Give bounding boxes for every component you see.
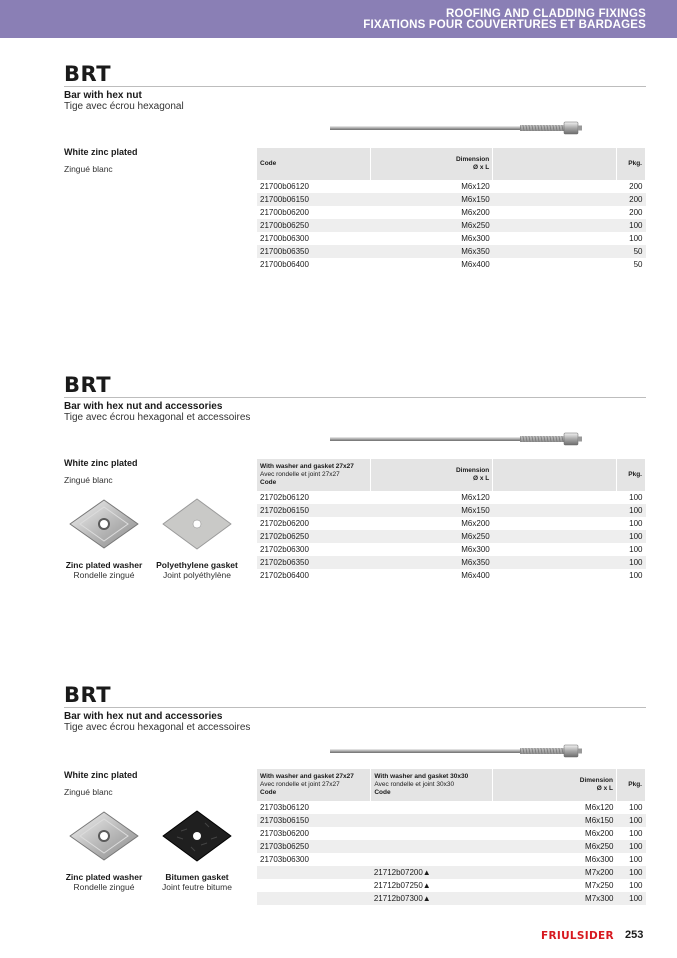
accessory-poly-gasket xyxy=(153,497,241,580)
cell-dim: M6x400 xyxy=(461,260,490,269)
cell-code-b: 21712b07200▲ xyxy=(371,866,493,879)
table-row xyxy=(257,504,646,517)
cell-pkg: 100 xyxy=(616,219,645,232)
cell-code: 21702b06250 xyxy=(257,530,371,543)
section-divider xyxy=(64,707,646,708)
finish-label-fr: Zingué blanc xyxy=(64,164,113,174)
cell-pkg: 200 xyxy=(629,182,643,191)
cell-dim: M6x300 xyxy=(585,855,614,864)
cell-code-a: 21703b06120 xyxy=(260,803,309,812)
table-row xyxy=(257,840,646,853)
table-row xyxy=(257,879,646,892)
cell-pkg: 200 xyxy=(629,208,643,217)
table-row xyxy=(257,866,646,879)
table-row xyxy=(257,258,646,271)
cell-dim: M6x250 xyxy=(371,219,493,232)
cell-dim: M6x350 xyxy=(371,556,493,569)
cell-dim: M6x120 xyxy=(461,182,490,191)
cell-pkg: 100 xyxy=(617,866,646,879)
table-row xyxy=(257,245,646,258)
cell-pkg: 100 xyxy=(629,855,643,864)
table-row xyxy=(257,827,646,840)
cell-dim: M6x200 xyxy=(461,208,490,217)
header-title-en: ROOFING AND CLADDING FIXINGS xyxy=(445,8,646,20)
section-subtitle-fr: Tige avec écrou hexagonal et accessoires xyxy=(64,722,251,733)
col-dimension xyxy=(493,769,617,801)
table-row xyxy=(257,556,646,569)
cell-code: 21702b06400 xyxy=(260,571,309,580)
col-dimension-label: Dimension xyxy=(455,467,490,475)
cell-dim: M6x400 xyxy=(461,571,490,580)
accessory-name-en: Bitumen gasket xyxy=(165,872,229,882)
table-row xyxy=(257,206,646,219)
section-title: BRT xyxy=(64,373,112,397)
cell-code: 21700b06300 xyxy=(260,234,309,243)
finish-label-fr: Zingué blanc xyxy=(64,787,113,797)
cell-pkg: 100 xyxy=(629,571,643,580)
cell-code-a xyxy=(257,879,371,892)
cell-pkg: 100 xyxy=(616,530,645,543)
section-subtitle-en: Bar with hex nut xyxy=(64,90,142,101)
table-row xyxy=(257,193,646,206)
cell-dim: M6x120 xyxy=(585,803,614,812)
cell-pkg: 100 xyxy=(617,840,646,853)
cell-pkg: 100 xyxy=(629,803,643,812)
cell-dim: M6x120 xyxy=(461,493,490,502)
cell-pkg: 50 xyxy=(616,245,645,258)
accessory-name-en: Polyethylene gasket xyxy=(156,560,238,570)
accessory-washer xyxy=(60,497,148,580)
col-dimension-sub: Ø x L xyxy=(596,785,613,792)
poly-gasket-icon xyxy=(161,497,233,551)
col-spacer xyxy=(493,459,617,491)
accessory-name-fr: Rondelle zingué xyxy=(73,882,135,892)
cell-code: 21702b06150 xyxy=(257,504,371,517)
cell-dim: M6x300 xyxy=(461,545,490,554)
table-row xyxy=(257,543,646,556)
col-pkg: Pkg. xyxy=(616,148,645,180)
section-subtitle-fr: Tige avec écrou hexagonal et accessoires xyxy=(64,412,251,423)
col-dimension-sub: Ø x L xyxy=(472,164,490,171)
col-dimension xyxy=(371,459,493,491)
cell-code: 21702b06300 xyxy=(260,545,309,554)
cell-code-b xyxy=(371,801,493,814)
cell-code-b xyxy=(371,853,493,866)
table-row xyxy=(257,232,646,245)
cell-dim: M7x300 xyxy=(493,892,617,905)
cell-pkg: 100 xyxy=(617,814,646,827)
table-row xyxy=(257,491,646,504)
col-dimension-sub: Ø x L xyxy=(472,475,490,482)
cell-dim: M6x250 xyxy=(493,840,617,853)
table-row xyxy=(257,219,646,232)
table-row xyxy=(257,892,646,905)
product-table xyxy=(257,148,646,271)
table-row xyxy=(257,530,646,543)
cell-dim: M6x350 xyxy=(371,245,493,258)
cell-code-b: 21712b07300▲ xyxy=(371,892,493,905)
cell-code-a: 21703b06250 xyxy=(257,840,371,853)
cell-pkg: 100 xyxy=(629,829,643,838)
washer-icon xyxy=(68,809,140,863)
col-dimension-label: Dimension xyxy=(579,777,613,785)
finish-label-en: White zinc plated xyxy=(64,770,138,780)
bitumen-gasket-icon xyxy=(161,809,233,863)
threaded-rod-icon xyxy=(330,121,582,135)
threaded-rod-icon xyxy=(330,432,582,446)
cell-dim: M6x150 xyxy=(493,814,617,827)
cell-pkg: 100 xyxy=(629,881,643,890)
table-row xyxy=(257,801,646,814)
col-code-line1: With washer and gasket 27x27 xyxy=(260,463,354,471)
col-code-a xyxy=(257,769,371,801)
page-number: 253 xyxy=(625,929,644,941)
cell-dim: M6x150 xyxy=(371,193,493,206)
col-code-b-line3: Code xyxy=(374,788,391,796)
col-code: Code xyxy=(257,148,371,180)
col-dimension xyxy=(371,148,493,180)
cell-dim: M6x300 xyxy=(461,234,490,243)
table-row xyxy=(257,569,646,582)
cell-code: 21702b06350 xyxy=(257,556,371,569)
product-table xyxy=(257,459,646,582)
cell-code: 21700b06200 xyxy=(260,208,309,217)
table-row xyxy=(257,814,646,827)
col-spacer xyxy=(493,148,617,180)
col-code-a-line2: Avec rondelle et joint 27x27 xyxy=(260,781,340,789)
cell-code-a xyxy=(257,866,371,879)
section-subtitle-en: Bar with hex nut and accessories xyxy=(64,711,223,722)
cell-dim: M6x200 xyxy=(461,519,490,528)
threaded-rod-icon xyxy=(330,744,582,758)
accessory-name-fr: Rondelle zingué xyxy=(73,570,135,580)
section-title: BRT xyxy=(64,683,112,707)
finish-label-fr: Zingué blanc xyxy=(64,475,113,485)
col-code-a-line1: With washer and gasket 27x27 xyxy=(260,773,354,781)
cell-code: 21700b06350 xyxy=(257,245,371,258)
cell-pkg: 100 xyxy=(629,545,643,554)
cell-code-b: 21712b07250▲ xyxy=(373,881,431,890)
cell-code-a: 21703b06200 xyxy=(260,829,309,838)
brand-logo: FRIULSIDER xyxy=(541,930,614,942)
cell-pkg: 50 xyxy=(633,260,643,269)
header-title-fr: FIXATIONS POUR COUVERTURES ET BARDAGES xyxy=(363,19,646,31)
col-code-b-line1: With washer and gasket 30x30 xyxy=(374,773,469,781)
cell-dim: M6x150 xyxy=(371,504,493,517)
col-pkg: Pkg. xyxy=(617,769,646,801)
product-table xyxy=(257,769,646,905)
col-dimension-label: Dimension xyxy=(455,156,490,164)
accessory-name-fr: Joint feutre bitume xyxy=(162,882,232,892)
accessory-name-en: Zinc plated washer xyxy=(65,560,143,570)
col-code-line2: Avec rondelle et joint 27x27 xyxy=(260,471,340,479)
col-code xyxy=(257,459,371,491)
table-row xyxy=(257,853,646,866)
section-title: BRT xyxy=(64,62,112,86)
accessory-washer xyxy=(60,809,148,892)
cell-dim: M6x200 xyxy=(585,829,614,838)
col-code-b xyxy=(371,769,493,801)
cell-pkg: 100 xyxy=(629,234,643,243)
section-subtitle-en: Bar with hex nut and accessories xyxy=(64,401,223,412)
cell-code-b xyxy=(371,840,493,853)
cell-pkg: 200 xyxy=(616,193,645,206)
finish-label-en: White zinc plated xyxy=(64,458,138,468)
header-band xyxy=(0,0,677,38)
cell-dim: M7x200 xyxy=(493,866,617,879)
cell-pkg: 100 xyxy=(617,892,646,905)
col-code-a-line3: Code xyxy=(260,788,277,796)
cell-code-a xyxy=(257,892,371,905)
cell-code: 21700b06150 xyxy=(257,193,371,206)
cell-code: 21700b06120 xyxy=(260,182,309,191)
cell-code-b xyxy=(371,827,493,840)
section-divider xyxy=(64,397,646,398)
cell-pkg: 100 xyxy=(616,556,645,569)
cell-dim: M6x250 xyxy=(371,530,493,543)
cell-code: 21702b06200 xyxy=(260,519,309,528)
cell-dim: M7x250 xyxy=(585,881,614,890)
cell-code: 21702b06120 xyxy=(260,493,309,502)
cell-code: 21700b06250 xyxy=(257,219,371,232)
cell-pkg: 100 xyxy=(629,493,643,502)
col-code-b-line2: Avec rondelle et joint 30x30 xyxy=(374,781,455,789)
col-code-line3: Code xyxy=(260,478,277,486)
cell-code-a: 21703b06150 xyxy=(257,814,371,827)
table-row xyxy=(257,180,646,193)
finish-label-en: White zinc plated xyxy=(64,147,138,157)
accessory-name-fr: Joint polyéthylène xyxy=(162,570,232,580)
washer-icon xyxy=(68,497,140,551)
cell-code-b xyxy=(371,814,493,827)
col-pkg: Pkg. xyxy=(616,459,645,491)
section-subtitle-fr: Tige avec écrou hexagonal xyxy=(64,101,184,112)
cell-pkg: 100 xyxy=(616,504,645,517)
table-row xyxy=(257,517,646,530)
accessory-name-en: Zinc plated washer xyxy=(65,872,143,882)
section-divider xyxy=(64,86,646,87)
cell-pkg: 100 xyxy=(629,519,643,528)
accessory-bitumen-gasket xyxy=(153,809,241,892)
cell-code: 21700b06400 xyxy=(260,260,309,269)
cell-code-a: 21703b06300 xyxy=(260,855,309,864)
